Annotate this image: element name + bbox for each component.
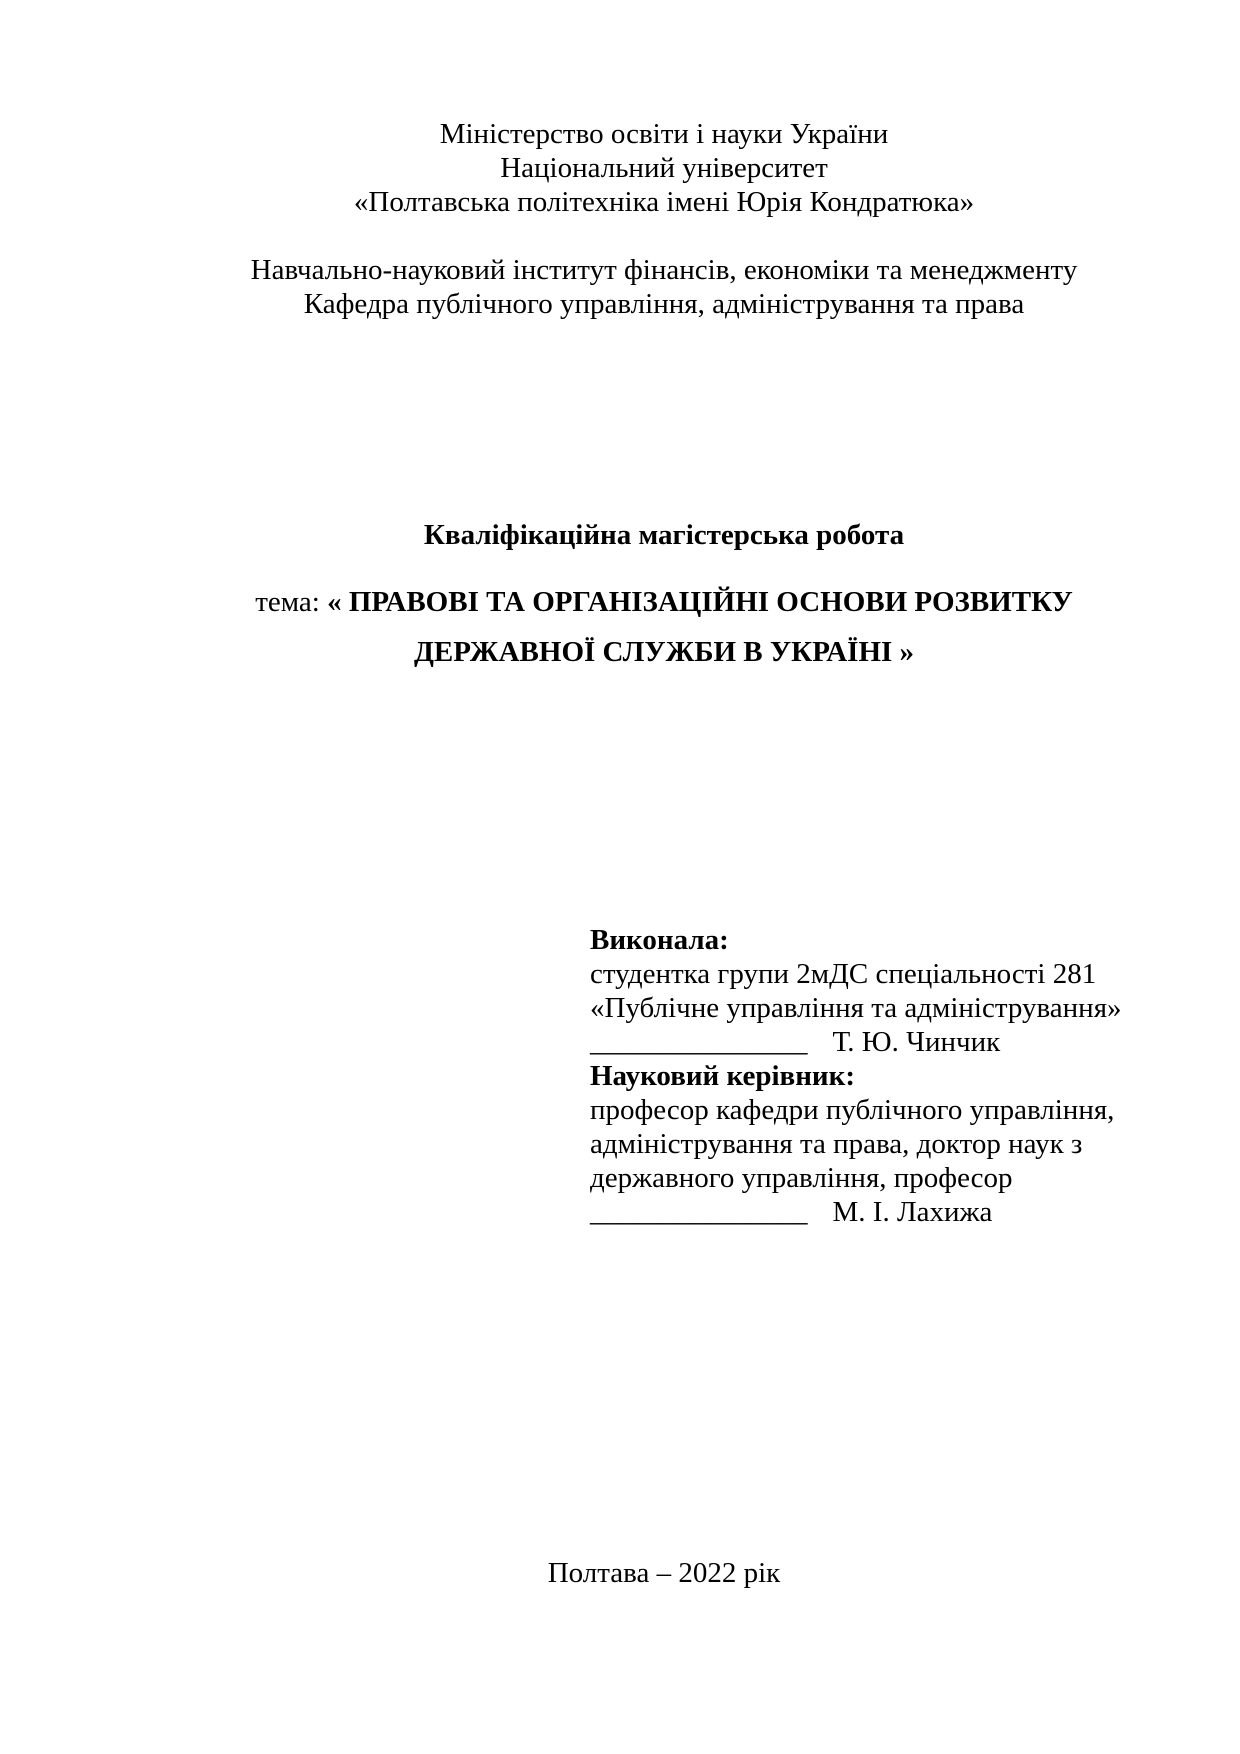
ministry-line: Міністерство освіти і науки України: [439, 118, 889, 150]
city-year-line: Полтава – 2022 рік: [547, 1557, 781, 1589]
author-signature-line: [590, 1025, 1150, 1059]
thesis-title: [177, 577, 1151, 677]
author-label: Виконала:: [590, 924, 729, 956]
department-header: [177, 253, 1151, 321]
supervisor-description-3: державного управління, професор: [590, 1162, 1013, 1194]
signature-block: [590, 923, 1150, 1229]
author-description-2: «Публічне управління та адміністрування»: [590, 992, 1122, 1024]
supervisor-name: М. І. Лахижа: [832, 1196, 993, 1228]
university-name-line: «Полтавська політехніка імені Юрія Кондратюка»: [353, 186, 975, 218]
supervisor-description-2: адміністрування та права, доктор наук з: [590, 1128, 1083, 1160]
supervisor-label: Науковий керівник:: [590, 1060, 856, 1092]
author-description-1: студентка групи 2мДС спеціальності 281: [590, 958, 1097, 990]
author-signature-blank: _______________: [590, 1026, 808, 1058]
supervisor-signature-blank: _______________: [590, 1196, 808, 1228]
university-line: Національний університет: [500, 152, 828, 184]
title-text-1: « ПРАВОВІ ТА ОРГАНІЗАЦІЙНІ ОСНОВИ РОЗВИТКУ: [327, 586, 1073, 618]
author-name: Т. Ю. Чинчик: [832, 1026, 1001, 1058]
supervisor-description-1: професор кафедри публічного управління,: [590, 1094, 1115, 1126]
title-line-1: [177, 577, 1151, 627]
supervisor-signature-line: [590, 1195, 1150, 1229]
department-line: Кафедра публічного управління, адміністрування та права: [303, 288, 1025, 320]
work-type-heading: Кваліфікаційна магістерська робота: [423, 519, 905, 551]
topic-label: тема:: [255, 586, 320, 618]
institution-header: [177, 117, 1151, 219]
title-line-2: ДЕРЖАВНОЇ СЛУЖБИ В УКРАЇНІ »: [413, 636, 915, 668]
institute-line: Навчально-науковий інститут фінансів, економіки та менеджменту: [250, 254, 1078, 286]
